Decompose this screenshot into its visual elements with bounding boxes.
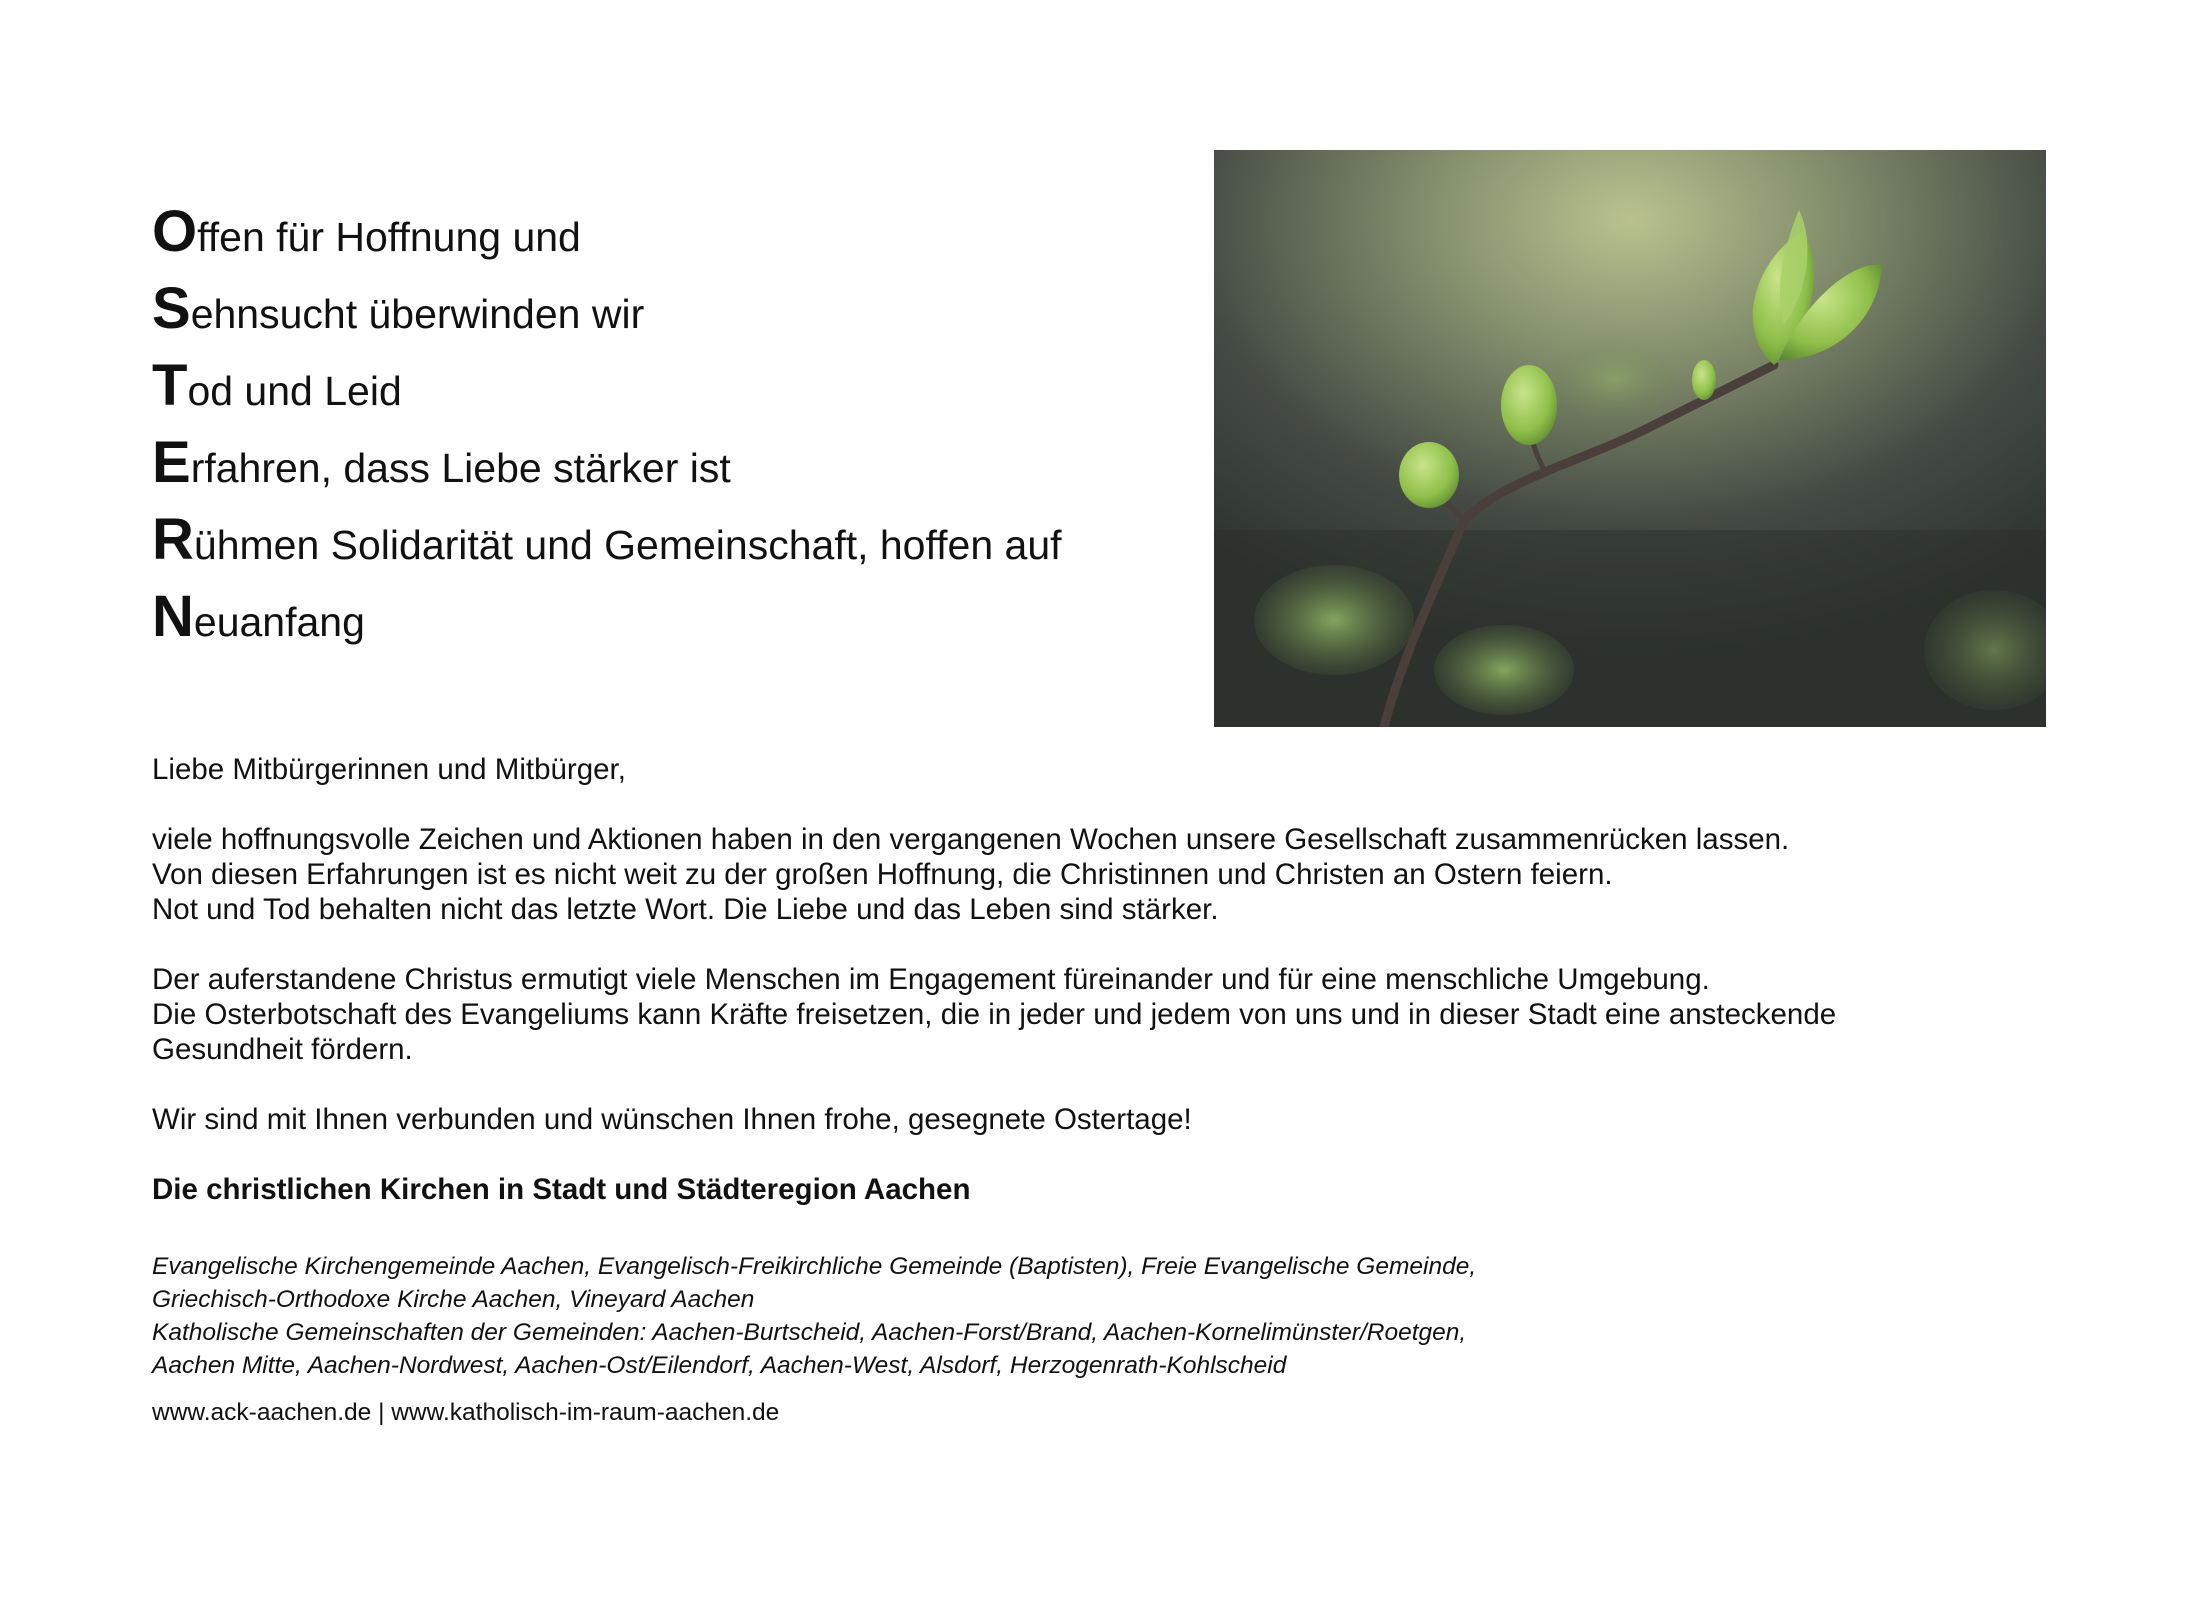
spring-branch-photo (1214, 150, 2046, 727)
acrostic-initial: S (152, 276, 191, 341)
member-line: Evangelische Kirchengemeinde Aachen, Evangelisch-Freikirchliche Gemeinde (Baptisten), Freie Evangelische Gemeinde, (152, 1253, 1477, 1280)
acrostic-text: ffen für Hoffnung und (197, 214, 581, 260)
acrostic-line (152, 504, 1062, 581)
signature: Die christlichen Kirchen in Stadt und Städteregion Aachen (152, 1173, 971, 1206)
member-line: Katholische Gemeinschaften der Gemeinden: Aachen-Burtscheid, Aachen-Forst/Brand, Aachen-Kornelimünster/Roetgen, (152, 1319, 1467, 1346)
letter-body (152, 752, 2052, 1207)
acrostic-initial: E (152, 430, 191, 495)
acrostic-line (152, 427, 1062, 504)
member-churches (152, 1250, 2052, 1382)
salutation: Liebe Mitbürgerinnen und Mitbürger, (152, 753, 626, 786)
acrostic-text: rfahren, dass Liebe stärker ist (190, 445, 731, 491)
paragraph-line: Von diesen Erfahrungen ist es nicht weit zu der großen Hoffnung, die Christinnen und Christen an Ostern feiern. (152, 858, 1613, 891)
acrostic-initial: N (152, 584, 194, 649)
acrostic-line (152, 196, 1062, 273)
acrostic-line (152, 350, 1062, 427)
closing-line: Wir sind mit Ihnen verbunden und wünschen Ihnen frohe, gesegnete Ostertage! (152, 1103, 1192, 1136)
paragraph-line: viele hoffnungsvolle Zeichen und Aktionen haben in den vergangenen Wochen unsere Gesellschaft zusammenrücken lassen. (152, 823, 1790, 856)
acrostic-text: ehnsucht überwinden wir (190, 291, 645, 337)
acrostic-text: ühmen Solidarität und Gemeinschaft, hoffen auf (193, 522, 1062, 568)
website-links[interactable]: www.ack-aachen.de | www.katholisch-im-raum-aachen.de (152, 1399, 780, 1426)
paragraph-line: Gesundheit fördern. (152, 1033, 413, 1066)
member-line: Aachen Mitte, Aachen-Nordwest, Aachen-Ost/Eilendorf, Aachen-West, Alsdorf, Herzogenrath-Kohlscheid (152, 1352, 1287, 1379)
acrostic-text: euanfang (193, 599, 365, 645)
acrostic-initial: O (152, 199, 198, 264)
acrostic-text: od und Leid (187, 368, 402, 414)
acrostic-line (152, 273, 1062, 350)
acrostic-line (152, 581, 1062, 658)
paragraph-line: Not und Tod behalten nicht das letzte Wort. Die Liebe und das Leben sind stärker. (152, 893, 1219, 926)
acrostic-initial: R (152, 507, 194, 572)
paragraph-line: Die Osterbotschaft des Evangeliums kann Kräfte freisetzen, die in jeder und jedem von uns und in dieser Stadt eine ansteckende (152, 998, 1837, 1031)
member-line: Griechisch-Orthodoxe Kirche Aachen, Vineyard Aachen (152, 1286, 755, 1313)
acrostic-poem (152, 196, 1062, 658)
branch-illustration (1214, 150, 2046, 727)
acrostic-initial: T (152, 353, 188, 418)
paragraph-line: Der auferstandene Christus ermutigt viele Menschen im Engagement füreinander und für eine menschliche Umgebung. (152, 963, 1710, 996)
